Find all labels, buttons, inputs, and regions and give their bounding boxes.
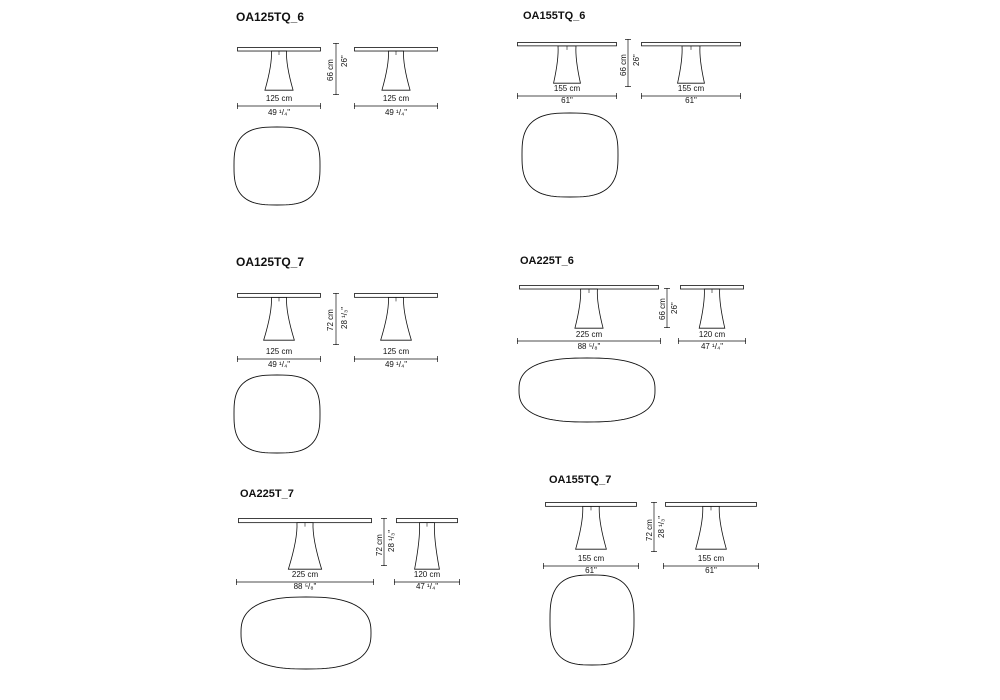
width-inch-label: 49 ¹/₄": [267, 108, 291, 117]
oa225t-6-side-elevation: [680, 285, 744, 329]
oa125tq-7-plan-view: [233, 374, 321, 454]
height-inch-label: 28 ¹/₃": [657, 515, 666, 538]
table-pedestal: [415, 523, 440, 570]
oa125tq-6-front-elevation: [237, 47, 321, 91]
width-inch-label: 61": [561, 96, 573, 105]
table-pedestal: [381, 297, 412, 340]
table-top-slab: [238, 294, 321, 298]
height-inch-label: 26": [340, 55, 349, 67]
oa155tq-6-plan-view: [521, 112, 619, 198]
table-top-slab: [666, 503, 757, 507]
width-inch-label: 61": [705, 566, 717, 575]
table-pedestal: [382, 51, 410, 90]
height-cm-label: 66 cm: [326, 59, 335, 81]
width-cm-label: 225 cm: [575, 330, 603, 339]
width-inch-label: 88 ⁵/₈": [293, 582, 317, 591]
table-pedestal: [576, 506, 607, 549]
table-top-slab: [546, 503, 637, 507]
oa155tq-6-side-elevation: [641, 42, 741, 84]
oa225t-7-plan-view: [240, 596, 372, 670]
width-inch-label: 47 ¹/₄": [415, 582, 439, 591]
table-top-plan-outline: [550, 575, 634, 665]
width-cm-label: 125 cm: [382, 94, 410, 103]
height-inch-label: 26": [670, 302, 679, 314]
width-inch-label: 49 ¹/₄": [384, 108, 408, 117]
table-pedestal: [554, 46, 581, 83]
height-inch-label: 28 ¹/₃": [340, 306, 349, 329]
width-inch-label: 61": [685, 96, 697, 105]
table-top-slab: [397, 519, 458, 523]
table-pedestal: [264, 297, 295, 340]
width-cm-label: 155 cm: [577, 554, 605, 563]
width-cm-label: 125 cm: [265, 347, 293, 356]
table-top-slab: [520, 286, 659, 290]
height-cm-label: 72 cm: [326, 309, 335, 331]
table-top-slab: [642, 43, 741, 46]
oa155tq-7-plan-view: [549, 574, 635, 666]
width-inch-label: 49 ¹/₄": [384, 360, 408, 369]
oa125tq-7-front-elevation: [237, 293, 321, 341]
oa225t-6-plan-view: [518, 357, 656, 423]
height-cm-label: 72 cm: [645, 519, 654, 541]
model-code-oa225t-6: OA225T_6: [520, 255, 574, 267]
height-cm-label: 66 cm: [658, 298, 667, 320]
oa125tq-6-plan-view: [233, 126, 321, 206]
table-top-plan-outline: [519, 358, 655, 422]
height-inch-label: 28 ¹/₃": [387, 529, 396, 552]
table-pedestal: [265, 51, 293, 90]
table-top-slab: [355, 294, 438, 298]
oa155tq-6-front-elevation: [517, 42, 617, 84]
width-cm-label: 125 cm: [265, 94, 293, 103]
table-top-slab: [238, 48, 321, 52]
width-cm-label: 225 cm: [291, 570, 319, 579]
oa125tq-7-side-elevation: [354, 293, 438, 341]
height-cm-label: 66 cm: [619, 54, 628, 76]
width-cm-label: 120 cm: [413, 570, 441, 579]
width-inch-label: 47 ¹/₄": [700, 342, 724, 351]
oa225t-7-side-elevation: [396, 518, 458, 570]
width-inch-label: 49 ¹/₄": [267, 360, 291, 369]
oa155tq-7-side-elevation: [665, 502, 757, 550]
width-cm-label: 155 cm: [697, 554, 725, 563]
width-inch-label: 88 ⁵/₈": [577, 342, 601, 351]
table-top-plan-outline: [241, 597, 371, 669]
table-top-plan-outline: [522, 113, 618, 197]
width-inch-label: 61": [585, 566, 597, 575]
table-top-plan-outline: [234, 375, 320, 453]
oa225t-7-front-elevation: [238, 518, 372, 570]
width-cm-label: 155 cm: [677, 84, 705, 93]
width-cm-label: 120 cm: [698, 330, 726, 339]
oa125tq-6-side-elevation: [354, 47, 438, 91]
table-pedestal: [575, 289, 603, 328]
oa155tq-7-front-elevation: [545, 502, 637, 550]
table-pedestal: [699, 289, 725, 328]
model-code-oa155tq-6: OA155TQ_6: [523, 10, 586, 22]
width-cm-label: 125 cm: [382, 347, 410, 356]
width-cm-label: 155 cm: [553, 84, 581, 93]
table-top-plan-outline: [234, 127, 320, 205]
table-pedestal: [696, 506, 727, 549]
model-code-oa225t-7: OA225T_7: [240, 488, 294, 500]
model-code-oa155tq-7: OA155TQ_7: [549, 474, 612, 486]
model-code-oa125tq-7: OA125TQ_7: [236, 255, 305, 269]
height-inch-label: 26": [632, 54, 641, 66]
table-pedestal: [288, 523, 321, 570]
table-pedestal: [678, 46, 705, 83]
table-top-slab: [239, 519, 372, 523]
table-top-slab: [681, 286, 744, 290]
table-top-slab: [355, 48, 438, 52]
height-cm-label: 72 cm: [375, 534, 384, 556]
oa225t-6-front-elevation: [519, 285, 659, 329]
table-top-slab: [518, 43, 617, 46]
model-code-oa125tq-6: OA125TQ_6: [236, 10, 305, 24]
